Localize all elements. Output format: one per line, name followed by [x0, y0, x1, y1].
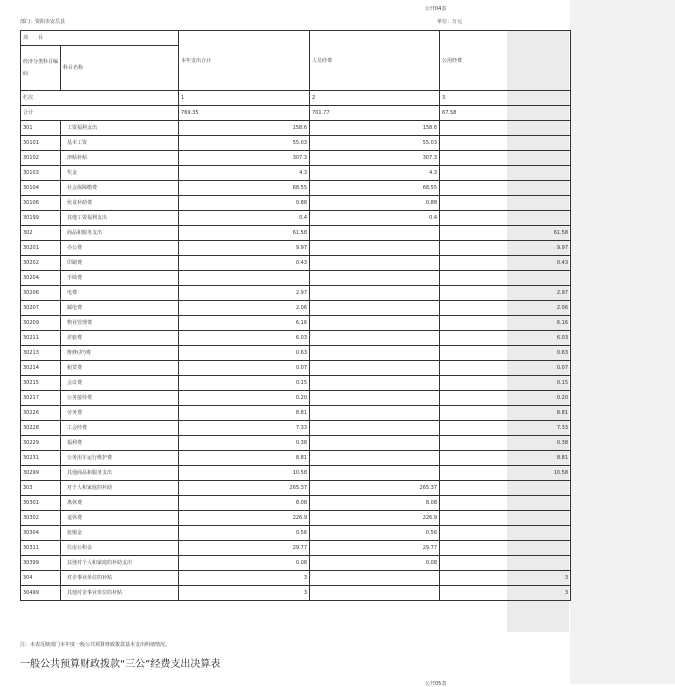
- row-name: 离休费: [61, 496, 179, 511]
- row-code: 30399: [21, 556, 61, 571]
- row-code: 30213: [21, 346, 61, 361]
- row-code: 30206: [21, 286, 61, 301]
- table-row: [21, 166, 571, 181]
- row-personnel: 158.6: [310, 121, 440, 136]
- next-form-code: 公开05表: [425, 681, 447, 687]
- row-total: 3: [179, 571, 310, 586]
- row-public: 9.97: [440, 241, 571, 256]
- row-personnel: 307.3: [310, 151, 440, 166]
- row-code: 30302: [21, 511, 61, 526]
- row-personnel: [310, 271, 440, 286]
- table-row: [21, 241, 571, 256]
- row-public: [440, 181, 571, 196]
- row-code: 30106: [21, 196, 61, 211]
- table-row: [21, 121, 571, 136]
- row-personnel: 226.9: [310, 511, 440, 526]
- row-name: 其他商品和服务支出: [61, 466, 179, 481]
- row-name: 抚恤金: [61, 526, 179, 541]
- table-row: [21, 511, 571, 526]
- row-code: 30207: [21, 301, 61, 316]
- row-name: 社会保障缴费: [61, 181, 179, 196]
- table-row: [21, 136, 571, 151]
- table-row: [21, 541, 571, 556]
- expenditure-table: [20, 30, 571, 601]
- row-total: 8.08: [179, 496, 310, 511]
- row-code: 30202: [21, 256, 61, 271]
- sum-row: [21, 106, 571, 121]
- row-public: 61.58: [440, 226, 571, 241]
- row-name: 基本工资: [61, 136, 179, 151]
- stat-1: 1: [179, 91, 310, 106]
- row-name: 对企事业单位的补贴: [61, 571, 179, 586]
- row-name: 其他对企事业单位的补贴: [61, 586, 179, 601]
- row-public: [440, 541, 571, 556]
- table-row: [21, 331, 571, 346]
- table-row: [21, 466, 571, 481]
- table-row: [21, 391, 571, 406]
- header-row-project: [21, 31, 571, 46]
- row-name: 住房公积金: [61, 541, 179, 556]
- table-row: [21, 316, 571, 331]
- row-personnel: 55.03: [310, 136, 440, 151]
- row-total: 0.15: [179, 376, 310, 391]
- row-name: 津贴补贴: [61, 151, 179, 166]
- row-total: 0.56: [179, 526, 310, 541]
- row-total: 68.55: [179, 181, 310, 196]
- row-name: 租赁费: [61, 361, 179, 376]
- row-total: 0.63: [179, 346, 310, 361]
- row-total: 0.20: [179, 391, 310, 406]
- table-row: [21, 481, 571, 496]
- row-name: 福利费: [61, 436, 179, 451]
- row-total: 0.08: [179, 556, 310, 571]
- row-name: 会议费: [61, 376, 179, 391]
- row-code: 30214: [21, 361, 61, 376]
- row-total: 158.6: [179, 121, 310, 136]
- row-code: 304: [21, 571, 61, 586]
- table-row: [21, 301, 571, 316]
- row-total: 55.03: [179, 136, 310, 151]
- row-public: [440, 496, 571, 511]
- row-total: 0.88: [179, 196, 310, 211]
- row-total: 0.07: [179, 361, 310, 376]
- row-name: 手续费: [61, 271, 179, 286]
- row-personnel: 29.77: [310, 541, 440, 556]
- row-public: 3: [440, 571, 571, 586]
- row-total: 6.03: [179, 331, 310, 346]
- row-code: 30228: [21, 421, 61, 436]
- row-name: 公务用车运行维护费: [61, 451, 179, 466]
- row-personnel: [310, 406, 440, 421]
- row-personnel: [310, 391, 440, 406]
- row-code: 30217: [21, 391, 61, 406]
- row-total: 0.38: [179, 436, 310, 451]
- stat-row: [21, 91, 571, 106]
- row-code: 30229: [21, 436, 61, 451]
- row-code: 302: [21, 226, 61, 241]
- public-header: 公用经费: [440, 31, 571, 91]
- next-table-title: 一般公共预算财政拨款“三公”经费支出决算表: [20, 659, 221, 670]
- row-public: 2.97: [440, 286, 571, 301]
- row-code: 30101: [21, 136, 61, 151]
- page-gutter: [570, 0, 675, 684]
- row-personnel: [310, 436, 440, 451]
- row-total: 265.37: [179, 481, 310, 496]
- row-total: 9.97: [179, 241, 310, 256]
- table-row: [21, 181, 571, 196]
- row-public: 0.15: [440, 376, 571, 391]
- row-public: 8.81: [440, 451, 571, 466]
- row-name: 印刷费: [61, 256, 179, 271]
- row-public: [440, 271, 571, 286]
- row-name: 公务接待费: [61, 391, 179, 406]
- table-row: [21, 436, 571, 451]
- row-public: 6.03: [440, 331, 571, 346]
- stat-2: 2: [310, 91, 440, 106]
- row-personnel: [310, 241, 440, 256]
- row-public: [440, 511, 571, 526]
- row-personnel: [310, 316, 440, 331]
- row-public: 0.63: [440, 346, 571, 361]
- row-personnel: 0.56: [310, 526, 440, 541]
- sum-public: 67.58: [440, 106, 571, 121]
- row-public: 7.33: [440, 421, 571, 436]
- sum-personnel: 701.77: [310, 106, 440, 121]
- row-public: 0.43: [440, 256, 571, 271]
- row-personnel: [310, 466, 440, 481]
- table-row: [21, 406, 571, 421]
- row-public: [440, 211, 571, 226]
- row-total: 7.33: [179, 421, 310, 436]
- subject-name-header: 科目名称: [61, 46, 179, 91]
- table-row: [21, 451, 571, 466]
- row-personnel: 4.3: [310, 166, 440, 181]
- table-row: [21, 556, 571, 571]
- row-public: [440, 136, 571, 151]
- row-name: 其他工资福利支出: [61, 211, 179, 226]
- stat-3: 3: [440, 91, 571, 106]
- table-row: [21, 286, 571, 301]
- row-total: 3: [179, 586, 310, 601]
- row-code: 30104: [21, 181, 61, 196]
- row-public: 8.81: [440, 406, 571, 421]
- row-personnel: [310, 256, 440, 271]
- row-public: [440, 151, 571, 166]
- sum-total: 769.35: [179, 106, 310, 121]
- table-row: [21, 526, 571, 541]
- table-row: [21, 586, 571, 601]
- row-personnel: [310, 301, 440, 316]
- table-row: [21, 496, 571, 511]
- row-total: 4.3: [179, 166, 310, 181]
- org-label: 部门：资阳市安岳县: [20, 19, 66, 25]
- row-personnel: 0.4: [310, 211, 440, 226]
- row-total: 2.06: [179, 301, 310, 316]
- table-row: [21, 361, 571, 376]
- row-code: 30215: [21, 376, 61, 391]
- row-code: 30499: [21, 586, 61, 601]
- row-code: 30209: [21, 316, 61, 331]
- project-header: 项 目: [21, 31, 179, 46]
- row-code: 30102: [21, 151, 61, 166]
- row-total: [179, 271, 310, 286]
- row-total: 0.43: [179, 256, 310, 271]
- table-row: [21, 151, 571, 166]
- unit-label: 单位：万元: [437, 19, 463, 25]
- row-total: 6.16: [179, 316, 310, 331]
- row-public: [440, 481, 571, 496]
- row-public: [440, 121, 571, 136]
- row-total: 307.3: [179, 151, 310, 166]
- table-row: [21, 211, 571, 226]
- row-code: 30211: [21, 331, 61, 346]
- row-public: 6.16: [440, 316, 571, 331]
- row-personnel: [310, 451, 440, 466]
- row-total: 2.97: [179, 286, 310, 301]
- row-code: 30204: [21, 271, 61, 286]
- row-personnel: 0.88: [310, 196, 440, 211]
- row-personnel: [310, 286, 440, 301]
- total-header: 本年支出合计: [179, 31, 310, 91]
- table-row: [21, 226, 571, 241]
- row-name: 电费: [61, 286, 179, 301]
- row-public: [440, 556, 571, 571]
- row-personnel: [310, 586, 440, 601]
- row-personnel: [310, 226, 440, 241]
- table-row: [21, 376, 571, 391]
- table-row: [21, 271, 571, 286]
- row-name: 退休费: [61, 511, 179, 526]
- row-total: 0.4: [179, 211, 310, 226]
- row-public: [440, 166, 571, 181]
- row-personnel: [310, 571, 440, 586]
- row-name: 物业管理费: [61, 316, 179, 331]
- row-name: 办公费: [61, 241, 179, 256]
- row-code: 30301: [21, 496, 61, 511]
- row-personnel: [310, 346, 440, 361]
- row-name: 维修(护)费: [61, 346, 179, 361]
- row-personnel: [310, 376, 440, 391]
- row-total: 8.81: [179, 406, 310, 421]
- personnel-header: 人员经费: [310, 31, 440, 91]
- row-public: 2.06: [440, 301, 571, 316]
- row-public: 0.20: [440, 391, 571, 406]
- row-name: 奖金: [61, 166, 179, 181]
- sum-label: 合计: [21, 106, 179, 121]
- table-row: [21, 571, 571, 586]
- econ-code-header: 经济分类科目编码: [21, 46, 61, 91]
- table-row: [21, 421, 571, 436]
- row-personnel: [310, 361, 440, 376]
- row-code: 30299: [21, 466, 61, 481]
- row-name: 工资福利支出: [61, 121, 179, 136]
- row-name: 差旅费: [61, 331, 179, 346]
- form-code: 公开04表: [425, 6, 447, 12]
- row-personnel: 8.08: [310, 496, 440, 511]
- row-public: 0.38: [440, 436, 571, 451]
- row-name: 伙食补助费: [61, 196, 179, 211]
- row-personnel: 0.08: [310, 556, 440, 571]
- row-code: 30201: [21, 241, 61, 256]
- row-name: 对个人和家庭的补助: [61, 481, 179, 496]
- table-row: [21, 196, 571, 211]
- row-personnel: [310, 421, 440, 436]
- row-name: 商品和服务支出: [61, 226, 179, 241]
- row-total: 29.77: [179, 541, 310, 556]
- row-code: 30103: [21, 166, 61, 181]
- row-total: 61.58: [179, 226, 310, 241]
- row-public: 10.58: [440, 466, 571, 481]
- row-code: 30199: [21, 211, 61, 226]
- row-public: [440, 196, 571, 211]
- row-public: 3: [440, 586, 571, 601]
- table-note: 注：本表反映部门本年度一般公共预算财政拨款基本支出明细情况。: [20, 642, 171, 648]
- table-row: [21, 256, 571, 271]
- table-row: [21, 346, 571, 361]
- row-name: 劳务费: [61, 406, 179, 421]
- row-code: 303: [21, 481, 61, 496]
- row-total: 8.81: [179, 451, 310, 466]
- row-code: 30304: [21, 526, 61, 541]
- row-code: 30311: [21, 541, 61, 556]
- row-code: 30226: [21, 406, 61, 421]
- row-total: 226.9: [179, 511, 310, 526]
- row-public: 0.07: [440, 361, 571, 376]
- row-code: 301: [21, 121, 61, 136]
- stat-label: 栏次: [21, 91, 179, 106]
- row-personnel: 265.37: [310, 481, 440, 496]
- row-total: 10.58: [179, 466, 310, 481]
- row-personnel: 68.55: [310, 181, 440, 196]
- row-name: 邮电费: [61, 301, 179, 316]
- row-code: 30231: [21, 451, 61, 466]
- row-personnel: [310, 331, 440, 346]
- row-name: 工会经费: [61, 421, 179, 436]
- row-name: 其他对个人和家庭的补助支出: [61, 556, 179, 571]
- row-public: [440, 526, 571, 541]
